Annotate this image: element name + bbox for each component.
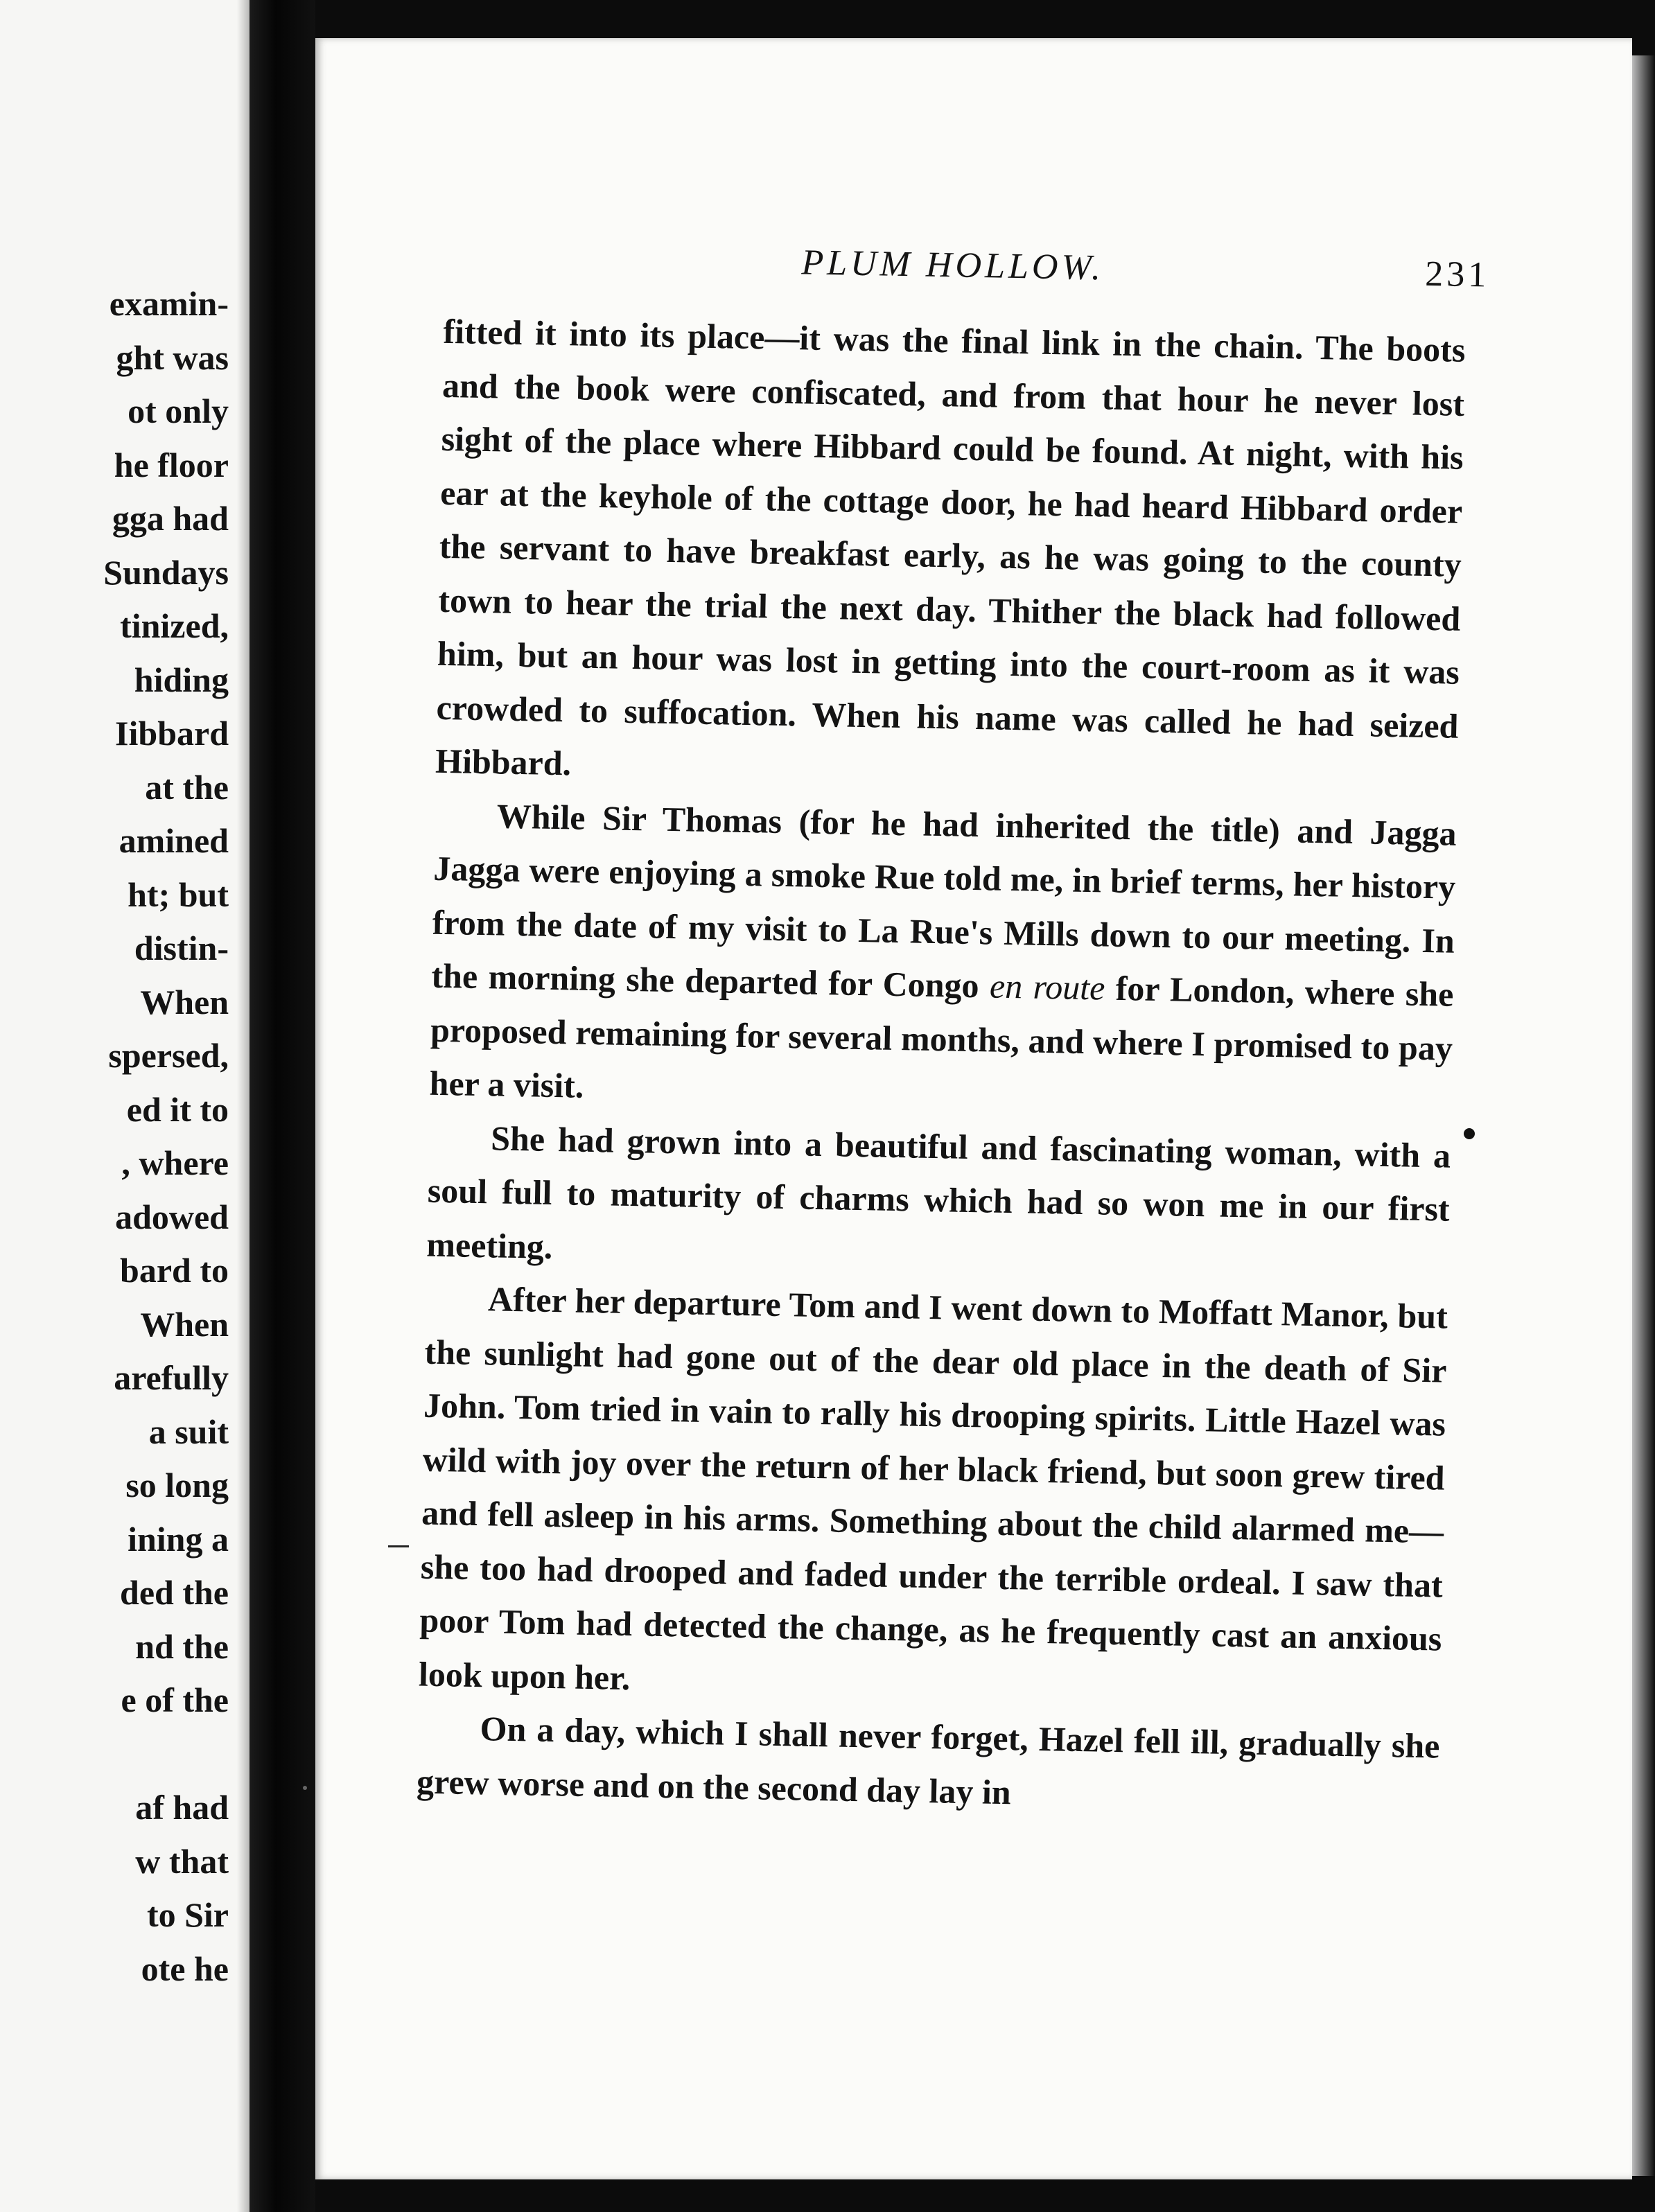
left-line-fragment: ining a	[128, 1519, 229, 1559]
left-line-fragment: Sundays	[103, 552, 229, 592]
left-line-fragment: adowed	[115, 1197, 229, 1236]
left-line-fragment: Iibbard	[115, 714, 229, 753]
page-edge-shadow	[1632, 55, 1655, 2176]
left-page-text-fragments	[0, 277, 229, 1996]
page-number: 231	[1424, 254, 1490, 295]
left-line-fragment: ot only	[128, 392, 229, 430]
left-line-fragment: examin-	[109, 284, 229, 323]
paragraph: After her departure Tom and I went down to Moffatt Manor, but the sunlight had gone out of the dear old place in the death of Sir John. Tom tried in vain to rally his drooping spirits. Little Hazel was wild with joy over the return of her black friend, but soon grew tired and fell asleep in his arms. Something about the child alarmed me—she too had drooped and faded under the terrible ordeal. I saw that poor Tom had detected the change, as he frequently cast an anxious look upon her.	[418, 1279, 1448, 1697]
left-line-fragment: When	[140, 982, 229, 1021]
running-head	[331, 234, 1647, 295]
paragraph	[429, 788, 1457, 1129]
left-line-fragment: ed it to	[126, 1089, 229, 1129]
paragraph-text: for London, where she proposed remaining for several months, and where I promised to pay her a visit.	[429, 968, 1454, 1105]
left-line-fragment	[0, 1728, 229, 1782]
scan-speck-mark	[303, 1786, 307, 1790]
left-line-fragment: , where	[121, 1143, 229, 1182]
paragraph: She had grown into a beautiful and fascinating woman, with a soul full to maturity of charms which had so won me in our first meeting.	[426, 1118, 1451, 1266]
left-line-fragment: ote he	[141, 1949, 229, 1988]
left-line-fragment: spersed,	[108, 1036, 229, 1075]
page-content	[295, 26, 1651, 2191]
paragraph: fitted it into its place—it was the final link in the chain. The boots and the book were confiscated, and from that hour he never lost sight of the place where Hibbard could be found. At night, with his ear at the keyhole of the cottage door, he had heard Hibbard order the servant to have breakfast early, as he was going to the county town to hear the trial the next day. Thither the black had followed him, but an hour was lost in getting into the court-room as it was crowded to suffocation. When his name was called he had seized Hibbard.	[435, 311, 1466, 783]
left-line-fragment: hiding	[134, 660, 229, 699]
left-facing-page	[0, 0, 249, 2212]
left-line-fragment: tinized,	[120, 606, 229, 645]
italic-phrase: en route	[989, 966, 1105, 1008]
running-title: PLUM HOLLOW.	[800, 243, 1105, 288]
paragraph: On a day, which I shall never forget, Hazel fell ill, gradually she grew worse and on the second day lay in	[416, 1709, 1440, 1811]
body-text	[417, 305, 1466, 1827]
left-line-fragment: arefully	[114, 1358, 229, 1397]
left-line-fragment: ded the	[120, 1573, 229, 1612]
left-line-fragment: e of the	[121, 1680, 229, 1719]
left-line-fragment: amined	[119, 821, 229, 860]
left-line-fragment: ht; but	[128, 875, 229, 914]
left-line-fragment: he floor	[114, 445, 229, 484]
left-line-fragment: a suit	[148, 1412, 229, 1451]
scan-dot-mark	[1464, 1128, 1475, 1139]
left-line-fragment: When	[140, 1304, 229, 1344]
left-line-fragment: af had	[135, 1788, 229, 1827]
left-line-fragment: to Sir	[146, 1895, 229, 1934]
left-line-fragment: ght was	[116, 337, 229, 377]
left-line-fragment: w that	[135, 1841, 229, 1881]
scan-dash-mark	[388, 1545, 409, 1547]
left-line-fragment: bard to	[120, 1251, 229, 1290]
left-line-fragment: gga had	[112, 499, 229, 538]
left-line-fragment: at the	[145, 767, 229, 807]
left-line-fragment: so long	[125, 1466, 229, 1504]
right-page	[315, 38, 1632, 2179]
left-line-fragment: distin-	[134, 929, 229, 967]
paragraph-text: While Sir Thomas (for he had inherited the title) and Jagga Jagga were enjoying a smoke Rue told me, in brief terms, her history from the date of my visit to La Rue's Mills down to our meeting. In the morning she departed for Congo	[431, 796, 1457, 1006]
left-line-fragment: nd the	[135, 1626, 229, 1666]
